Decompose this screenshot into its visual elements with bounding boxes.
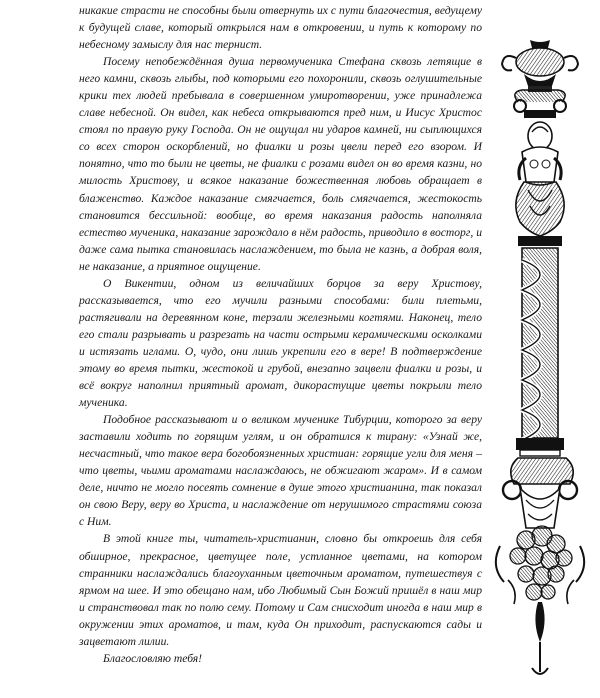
paragraph: Благословляю тебя!	[103, 651, 202, 665]
paragraph: В этой книге ты, читатель-христианин, словно бы откроешь для себя обширное, прекрасное, цветущее поле, устланное цветами, на котором странники наслаждались благоуханным цветочным ароматом, путешествуя с ярмом на шее. И это обещано нам, ибо Любимый Сын Божий пришёл в наш мир и странствовал так по полю сему. Потому и Сам снисходит иногда в наш мир в окружении этих ароматов, и там, куда Он приходит, распускаются сады и зацветают лилии.	[79, 532, 482, 648]
paragraph: Посему непобеждённая душа первомученика Стефана сквозь летящие в него камни, сквозь глыбы, под которыми его похоронили, сквозь оглушительные крики тех людей пребывала в совершенном умиротворении, уже принадлежа славе небесной. Он видел, как небеса открываются пред ним, и Иисус Христос стоял по правую руку Господа. Он не ощущал ни ударов камней, ни сыплющихся со всех сторон оскорблений, но фиалки и розы цвели перед его взором. И понятно, что то были не цветы, не фиалки с розами видел он во время казни, но милость Христову, и всякое наказание божественная любовь обращает в блаженство. Каждое наказание смягчается, боль смягчается, жестокость становится бессильной: вообще, во время наказания радость наполняла естество мученика, наказание зарождало в нём радость, приводило в восторг, и даже сама пытка становилась наслаждением, то была не казнь, а добрая воля, не наказание, а приятное ощущение.	[79, 55, 482, 273]
decorative-column-ornament-icon	[488, 40, 593, 680]
paragraph: Подобное рассказывают и о великом мученике Тибурции, которого за веру заставили ходить по горящим углям, и он обратился к тирану: «Узнай же, несчастный, что такое вера богобоязненных христиан: горящие угли для меня – что цветы, чьими ароматами наслаждаюсь, не обжигают жаром». И в самом деле, ничто не могло посеять сомнение в душе этого христианина, так показал он свою Веру, веру во Христа, и наслаждение от нерушимого страстями союза с Ним.	[79, 413, 482, 529]
paragraph: О Викентии, одном из величайших борцов за веру Христову, рассказывается, что его мучили разными способами: били плетьми, растягивали на деревянном коне, терзали железными когтями. Наконец, тело его стали разрывать и разрезать на части острыми керамическими осколками и истязать иглами. О, чудо, они лишь укрепили его в вере! В подтверждение этому во время пытки, жестокой и грубой, внезапно зацвели фиалки и розы, и всё вокруг наполнил приятный аромат, дикорастущие цветы покрыли тело мученика.	[79, 276, 482, 410]
body-text	[79, 2, 482, 667]
paragraph: никакие страсти не способны были отвернуть их с пути благочестия, ведущему к будущей славе, который открылся нам в откровении, и путь к которому по небесному замыслу для нас тернист.	[79, 4, 482, 52]
